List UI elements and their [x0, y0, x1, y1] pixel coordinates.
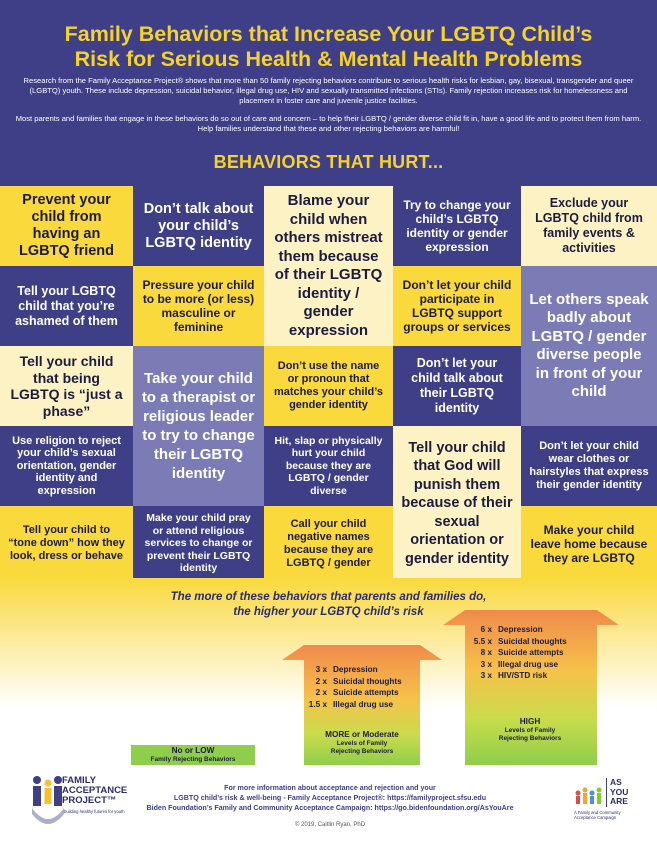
- behavior-text: Don’t let your child talk about their LGBTQ identity: [411, 356, 503, 415]
- behavior-text: Don’t talk about your child’s LGBTQ identity: [143, 200, 254, 251]
- tagline-line-1: The more of these behaviors that parents and families do,: [170, 591, 487, 603]
- behavior-text: Don’t let your child wear clothes or hairstyles that express their gender identity: [529, 440, 649, 491]
- stat-multiplier: 3 x: [315, 665, 327, 674]
- level-high-label: [470, 710, 590, 750]
- stat-row: [470, 659, 567, 671]
- behavior-card: [0, 266, 133, 346]
- level-high-subtitle-2: Rejecting Behaviors: [498, 735, 562, 742]
- behavior-card: [393, 346, 521, 426]
- behavior-text: Hit, slap or physically hurt your child because they are LGBTQ / gender diverse: [274, 434, 383, 497]
- stat-label: Suicide attempts: [333, 688, 399, 697]
- logo-right-line-2: YOU: [610, 786, 629, 797]
- behavior-card: [393, 266, 521, 346]
- as-you-are-logo: [574, 776, 636, 834]
- intro-paragraph-2: Most parents and families that engage in these behaviors do so out of care and concern – to help their LGBTQ / gender diverse child fit in, have a good life and to protect them from harm. Help families understand that these and other rejecting behaviors are harmful!: [15, 114, 642, 133]
- behavior-text: Take your child to a therapist or religious leader to try to change their LGBTQ identity: [141, 370, 256, 482]
- behavior-card: [264, 346, 393, 426]
- level-low-subtitle: Family Rejecting Behaviors: [150, 755, 236, 763]
- behavior-text: Blame your child when others mistreat them because of their LGBTQ identity / gender expression: [274, 192, 383, 339]
- behavior-text: Make your child leave home because they are LGBTQ: [530, 522, 648, 565]
- stat-label: HIV/STD risk: [498, 671, 548, 680]
- stat-label: Depression: [498, 625, 543, 634]
- stat-multiplier: 3 x: [480, 659, 492, 669]
- stat-label: Illegal drug use: [498, 659, 559, 669]
- stat-multiplier: 8 x: [480, 648, 492, 657]
- behavior-text: Don’t use the name or pronoun that matches your child’s gender identity: [273, 360, 384, 411]
- family-acceptance-project-logo: [28, 774, 138, 832]
- title-line-1: Family Behaviors that Increase Your LGBTQ Child’s: [64, 22, 593, 46]
- behavior-text: Exclude your LGBTQ child from family events & activities: [535, 196, 643, 255]
- behavior-text: Prevent your child from having an LGBTQ friend: [18, 192, 115, 259]
- stat-row: [305, 687, 402, 699]
- stat-multiplier: 5.5 x: [473, 636, 492, 646]
- behavior-text: Tell your child that God will punish them because of their sexual orientation or gender identity: [401, 439, 513, 567]
- footer-info: [140, 783, 520, 813]
- level-low-box: [131, 745, 255, 765]
- section-heading: BEHAVIORS THAT HURT...: [213, 152, 444, 172]
- stat-row: [470, 670, 567, 682]
- behavior-card: [521, 266, 657, 426]
- level-low-title: No or LOW: [171, 745, 215, 755]
- stat-multiplier: 1.5 x: [308, 699, 327, 709]
- behavior-text: Tell your child to “tone down” how they look, dress or behave: [8, 524, 125, 562]
- behavior-card: [133, 186, 264, 266]
- behavior-card: [521, 186, 657, 266]
- people-group-icon: [574, 784, 604, 806]
- page-title: [0, 22, 657, 72]
- behavior-card: [133, 506, 264, 581]
- behavior-card: [0, 186, 133, 266]
- behavior-text: Use religion to reject your child’s sexual orientation, gender identity and expression: [12, 434, 121, 497]
- stat-label: Illegal drug use: [333, 699, 394, 709]
- logo-left-tagline: building healthy futures for youth: [64, 809, 125, 814]
- logo-left-line-3: PROJECT™: [62, 795, 117, 806]
- behavior-card: [264, 506, 393, 581]
- logo-right-line-3: ARE: [610, 796, 628, 806]
- logo-left-line-1: FAMILY: [62, 775, 96, 786]
- logo-right-tagline: A Family and Community Acceptance Campaign: [574, 810, 621, 820]
- stat-row: [305, 664, 402, 676]
- intro-text: [14, 76, 643, 134]
- logo-right-line-1: AS: [610, 777, 622, 787]
- behavior-card: [521, 506, 657, 581]
- behavior-card: [521, 426, 657, 506]
- level-moderate-label: [304, 725, 420, 761]
- behavior-card: [264, 426, 393, 506]
- footer-line-1: For more information about acceptance and rejection and your: [224, 784, 436, 792]
- behavior-text: Tell your child that being LGBTQ is “just a phase”: [10, 353, 123, 419]
- stat-multiplier: 2 x: [315, 676, 327, 686]
- behavior-card: [264, 186, 393, 346]
- stat-multiplier: 2 x: [315, 688, 327, 697]
- stat-multiplier: 3 x: [480, 671, 492, 680]
- behavior-text: Make your child pray or attend religious services to change or prevent their LGBTQ identity: [144, 512, 253, 575]
- tagline-line-2: the higher your LGBTQ child’s risk: [233, 606, 424, 618]
- behavior-text: Tell your LGBTQ child that you’re ashamed of them: [15, 283, 118, 328]
- behavior-card: [0, 506, 133, 581]
- footer-link-fap[interactable]: LGBTQ child’s risk & well-being - Family Acceptance Project®: https://familyproject.sfsu.edu: [173, 794, 487, 802]
- intro-paragraph-1: Research from the Family Acceptance Project® shows that more than 50 family rejecting behaviors contribute to serious health risks for lesbian, gay, bisexual, transgender and queer (LGBTQ) youth. These include depression, suicidal behavior, illegal drug use, HIV and sexually transmitted infections (STIs). Family rejection increases risk for homelessness and placement in foster care and juvenile justice facilities.: [23, 76, 634, 105]
- behavior-card: [133, 346, 264, 506]
- stat-multiplier: 6 x: [480, 625, 492, 634]
- moderate-stats: [305, 664, 402, 710]
- level-high-title: HIGH: [519, 716, 541, 726]
- behavior-text: Pressure your child to be more (or less) masculine or feminine: [142, 278, 255, 334]
- behavior-text: Don’t let your child participate in LGBTQ support groups or services: [402, 278, 512, 334]
- stat-label: Suicide attempts: [498, 648, 564, 657]
- stat-row: [305, 699, 402, 711]
- footer-link-biden[interactable]: Biden Foundation’s Family and Community Acceptance Campaign: https://go.bidenfoundation.org/AsYouAre: [146, 804, 514, 812]
- high-stats: [470, 624, 567, 682]
- level-high-subtitle: Levels of Family: [504, 726, 556, 734]
- stat-label: Suicidal thoughts: [333, 676, 402, 686]
- stat-label: Suicidal thoughts: [498, 636, 567, 646]
- behavior-card: [0, 426, 133, 506]
- stat-row: [470, 647, 567, 659]
- stat-row: [470, 624, 567, 636]
- copyright: © 2019, Caitlin Ryan, PhD: [294, 822, 366, 828]
- stat-row: [305, 676, 402, 688]
- behavior-text: Call your child negative names because they are LGBTQ / gender: [283, 517, 374, 569]
- stat-label: Depression: [333, 665, 378, 674]
- behavior-card: [133, 266, 264, 346]
- title-line-2: Risk for Serious Health & Mental Health Problems: [74, 47, 583, 71]
- stat-row: [470, 636, 567, 648]
- behavior-card: [393, 426, 521, 581]
- behavior-card: [393, 186, 521, 266]
- behavior-card: [0, 346, 133, 426]
- logo-left-line-2: ACCEPTANCE: [62, 785, 128, 796]
- level-moderate-subtitle-2: Rejecting Behaviors: [330, 748, 394, 755]
- level-moderate-subtitle: Levels of Family: [336, 739, 388, 747]
- level-moderate-title: MORE or Moderate: [325, 729, 399, 739]
- behavior-text: Let others speak badly about LGBTQ / gender diverse people in front of your child: [529, 290, 649, 400]
- behavior-text: Try to change your child’s LGBTQ identity or gender expression: [403, 198, 511, 254]
- behaviors-grid: [0, 186, 657, 581]
